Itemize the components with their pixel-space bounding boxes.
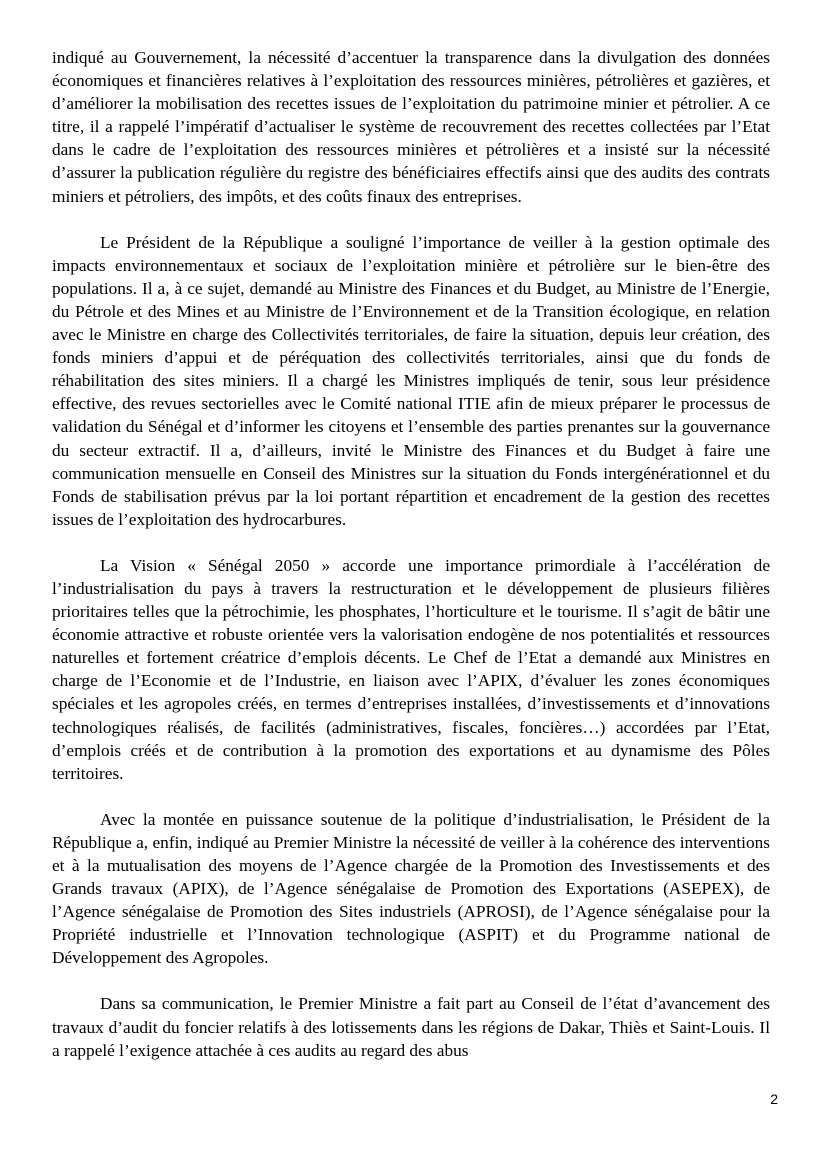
paragraph-vision-senegal-2050: La Vision « Sénégal 2050 » accorde une importance primordiale à l’accélération de l’industrialisation du pays à travers la restructuration et le développement de plusieurs filières prioritaires telles que la pétrochimie, les phosphates, l’horticulture et le tourisme. Il s’agit de bâtir une économie attractive et robuste orientée vers la valorisation endogène de nos potentialités et ressources naturelles et fortement créatrice d’emplois décents. Le Chef de l’Etat a demandé aux Ministres en charge de l’Economie et de l’Industrie, en liaison avec l’APIX, d’évaluer les zones économiques spéciales et les agropoles créés, en termes d’entreprises installées, d’investissements et d’innovations technologiques réalisés, de facilités (administratives, fiscales, foncières…) accordées par l’Etat, d’emplois créés et de contribution à la promotion des exportations et au dynamisme des Pôles territoires. — [52, 555, 770, 783]
paragraph-continuation: indiqué au Gouvernement, la nécessité d’accentuer la transparence dans la divulgation des données économiques et financières relatives à l’exploitation des ressources minières, pétrolières et gazières, et d’améliorer la mobilisation des recettes issues de l’exploitation du patrimoine minier et pétrolier. A ce titre, il a rappelé l’impératif d’actualiser le système de recouvrement des recettes collectées par l’Etat dans le cadre de l’exploitation des ressources minières et pétrolières et a insisté sur la nécessité d’assurer la publication régulière du registre des bénéficiaires effectifs ainsi que des audits des contrats miniers et pétroliers, des impôts, et des coûts finaux des entreprises. — [52, 48, 770, 206]
paragraph-industrialisation-agences: Avec la montée en puissance soutenue de la politique d’industrialisation, le Président de la République a, enfin, indiqué au Premier Ministre la nécessité de veiller à la cohérence des interventions et à la mutualisation des moyens de l’Agence chargée de la Promotion des Investissements et des Grands travaux (APIX), de l’Agence sénégalaise de Promotion des Exportations (ASEPEX), de l’Agence sénégalaise de Promotion des Sites industriels (APROSI), de l’Agence sénégalaise pour la Propriété industrielle et l’Innovation technologique (ASPIT) et du Programme national de Développement des Agropoles. — [52, 809, 770, 968]
body-text — [52, 46, 770, 1085]
paragraph-premier-ministre-communication: Dans sa communication, le Premier Ministre a fait part au Conseil de l’état d’avancement des travaux d’audit du foncier relatifs à des lotissements dans les régions de Dakar, Thiès et Saint-Louis. Il a rappelé l’exigence attachée à ces audits au regard des abus — [52, 994, 770, 1060]
page-number: 2 — [770, 1091, 778, 1107]
paragraph-president-gestion-optimale: Le Président de la République a souligné l’importance de veiller à la gestion optimale des impacts environnementaux et sociaux de l’exploitation minière et pétrolière sur le bien-être des populations. Il a, à ce sujet, demandé au Ministre des Finances et du Budget, au Ministre de l’Energie, du Pétrole et des Mines et au Ministre de l’Environnement et de la Transition écologique, en relation avec le Ministre en charge des Collectivités territoriales, de faire la situation, depuis leur création, des fonds miniers d’appui et de péréquation des collectivités territoriales, ainsi que du fonds de réhabilitation des sites miniers. Il a chargé les Ministres impliqués de tenir, sous leur présidence effective, des revues sectorielles avec le Comité national ITIE afin de mieux préparer le processus de validation du Sénégal et d’informer les citoyens et l’ensemble des parties prenantes sur la gouvernance du secteur extractif. Il a, d’ailleurs, invité le Ministre des Finances et du Budget à faire une communication mensuelle en Conseil des Ministres sur la situation du Fonds intergénérationnel et du Fonds de stabilisation prévus par la loi portant répartition et encadrement de la gestion des recettes issues de l’exploitation des hydrocarbures. — [52, 232, 770, 529]
